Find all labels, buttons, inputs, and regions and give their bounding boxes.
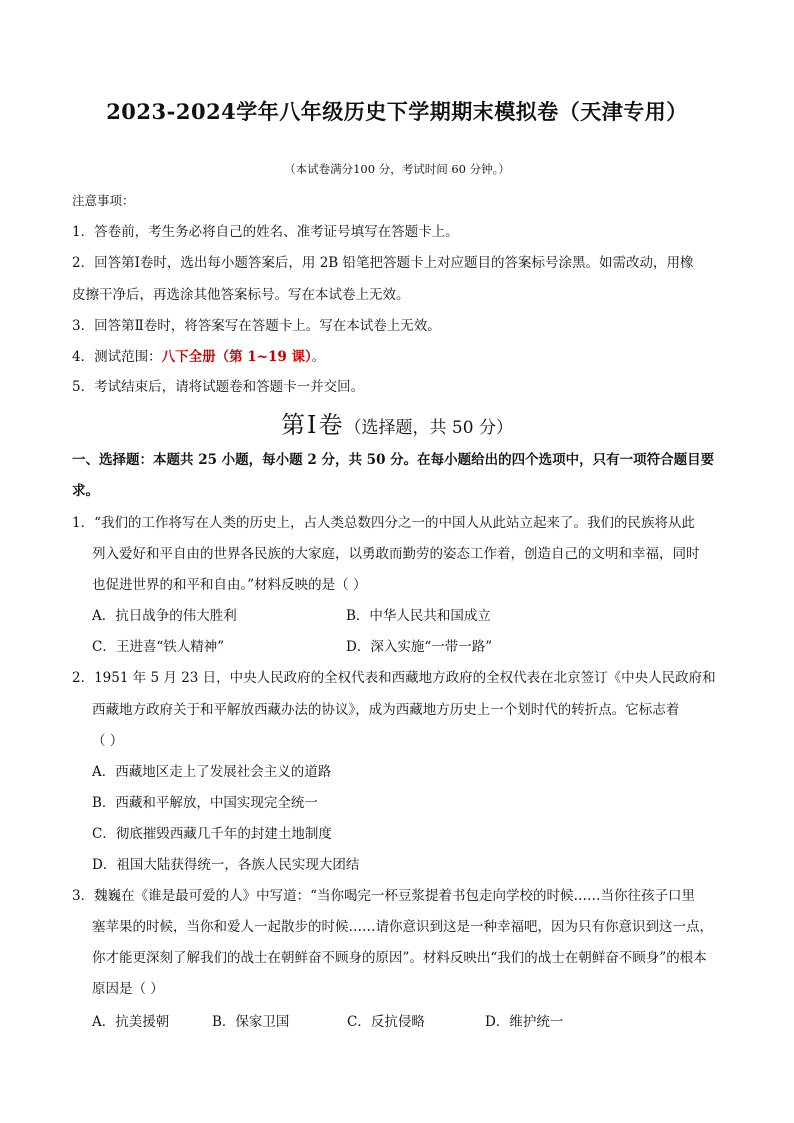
question-2-line-2: 西藏地方政府关于和平解放西藏办法的协议》，成为西藏地方历史上一个划时代的转折点。它标志着 (92, 702, 680, 718)
section-title-main: 第Ⅰ卷 (281, 411, 345, 439)
question-3-option-b: B．保家卫国 (212, 1014, 290, 1030)
question-1-line-3: 也促进世界的和平和自由。”材料反映的是（ ） (92, 577, 367, 593)
question-2-option-b: B．西藏和平解放，中国实现完全统一 (92, 795, 318, 811)
question-2-option-c: C．彻底摧毁西藏几千年的封建土地制度 (92, 826, 332, 842)
section-intro-line-1: 一、选择题：本题共 25 小题，每小题 2 分，共 50 分。在每小题给出的四个选项中，只有一项符合题目要 (72, 452, 715, 468)
question-1-option-b: B．中华人民共和国成立 (346, 608, 491, 624)
question-1-option-d: D．深入实施“一带一路” (346, 639, 493, 655)
question-3-option-d: D．维护统一 (485, 1014, 564, 1030)
section-title-sub: （选择题，共 50 分） (344, 418, 513, 438)
question-3-line-3: 你才能更深刻了解我们的战士在朝鲜奋不顾身的原因”。材料反映出“我们的战士在朝鲜奋不顾身”的根本 (92, 950, 707, 966)
notice-item-3: 3．回答第Ⅱ卷时，将答案写在答题卡上。写在本试卷上无效。 (72, 318, 441, 334)
notice-heading: 注意事项： (72, 193, 135, 208)
question-1-line-2: 列入爱好和平自由的世界各民族的大家庭，以勇敢而勤劳的姿态工作着，创造自己的文明和幸福，同时 (92, 546, 700, 562)
page-title: 2023-2024学年八年级历史下学期期末模拟卷（天津专用） (106, 99, 688, 124)
question-1-option-a: A．抗日战争的伟大胜利 (92, 608, 237, 624)
section-intro-line-2: 求。 (72, 483, 99, 499)
question-2-line-3: （ ） (92, 733, 124, 749)
notice-item-4-prefix: 4．测试范围： (72, 349, 162, 365)
notice-item-2-line-1: 2．回答第Ⅰ卷时，选出每小题答案后，用 2B 铅笔把答题卡上对应题目的答案标号涂黑。如需改动，用橡 (72, 255, 694, 271)
section-title (0, 405, 794, 440)
notice-item-4-suffix: 。 (311, 349, 326, 365)
question-3-option-c: C．反抗侵略 (347, 1014, 425, 1030)
question-2-option-d: D．祖国大陆获得统一，各族人民实现大团结 (92, 857, 360, 873)
test-range: 八下全册（第 1~19 课） (161, 349, 312, 365)
notice-item-5: 5．考试结束后，请将试题卷和答题卡一并交回。 (72, 379, 365, 395)
question-3-line-4: 原因是（ ） (92, 981, 164, 997)
question-3-line-2: 塞苹果的时候，当你和爱人一起散步的时候……请你意识到这是一种幸福吧，因为只有你意识到这一点， (92, 919, 713, 935)
question-2-line-1: 2．1951 年 5 月 23 日，中央人民政府的全权代表和西藏地方政府的全权代表在北京签订《中央人民政府和 (72, 670, 716, 686)
notice-item-1: 1．答卷前，考生务必将自己的姓名、准考证号填写在答题卡上。 (72, 224, 459, 240)
notice-item-2-line-2: 皮擦干净后，再选涂其他答案标号。写在本试卷上无效。 (72, 287, 410, 303)
question-1-option-c: C．王进喜“铁人精神” (92, 639, 225, 655)
notice-item-4 (72, 345, 325, 365)
exam-info: （本试卷满分100 分，考试时间 60 分钟。） (284, 162, 510, 176)
question-2-option-a: A．西藏地区走上了发展社会主义的道路 (92, 764, 332, 780)
question-1-line-1: 1．“我们的工作将写在人类的历史上，占人类总数四分之一的中国人从此站立起来了。我们的民族将从此 (72, 515, 695, 531)
question-3-option-a: A．抗美援朝 (92, 1014, 170, 1030)
question-3-line-1: 3．魏巍在《谁是最可爱的人》中写道：“当你喝完一杯豆浆提着书包走向学校的时候……当你往孩子口里 (72, 888, 695, 904)
